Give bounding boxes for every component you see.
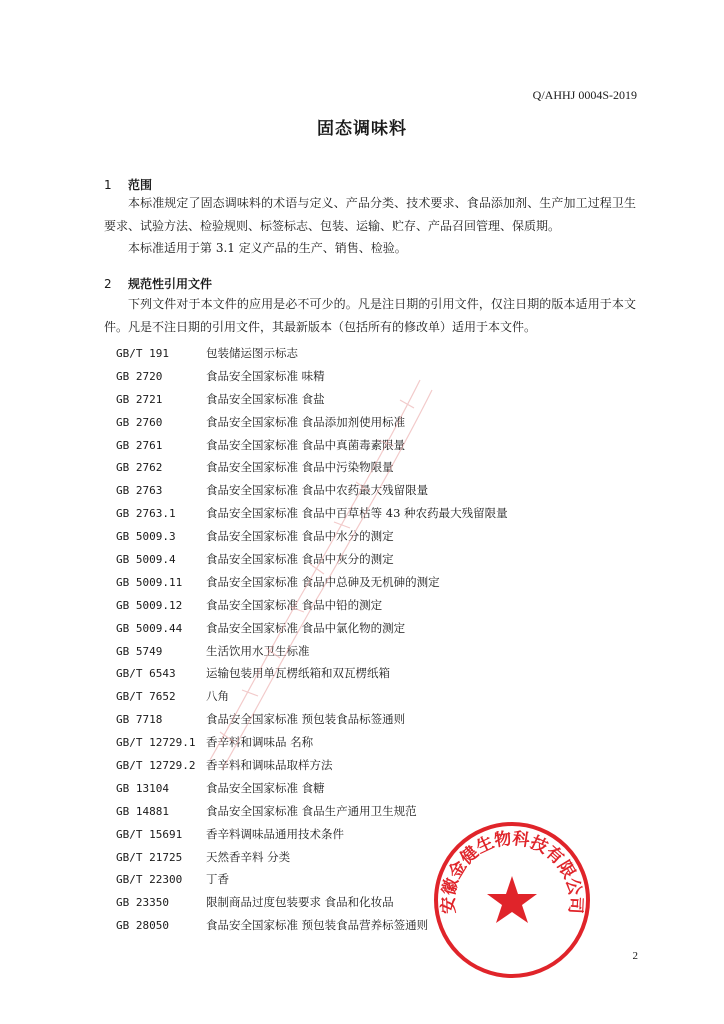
reference-name: 食品安全国家标准 食品生产通用卫生规范 — [206, 803, 417, 818]
reference-name: 香辛料调味品通用技术条件 — [206, 826, 344, 841]
reference-item — [116, 662, 508, 685]
reference-name: 天然香辛料 分类 — [206, 849, 291, 864]
section-title: 范围 — [128, 178, 153, 192]
section-2-paragraph-1: 下列文件对于本文件的应用是必不可少的。凡是注日期的引用文件，仅注日期的版本适用于本文件。凡是不注日期的引用文件，其最新版本（包括所有的修改单）适用于本文件。 — [104, 297, 636, 334]
reference-code: GB 7718 — [116, 713, 163, 727]
page-number: 2 — [632, 950, 638, 962]
reference-item — [116, 342, 508, 365]
reference-item — [116, 388, 508, 411]
reference-item — [116, 685, 508, 708]
document-code: Q/AHHJ 0004S-2019 — [532, 88, 637, 102]
section-number: 1 — [104, 178, 112, 192]
reference-item — [116, 479, 508, 502]
reference-item — [116, 777, 508, 800]
reference-code: GB 2763.1 — [116, 507, 176, 521]
reference-name: 食品安全国家标准 食品中农药最大残留限量 — [206, 483, 429, 498]
reference-code: GB 2721 — [116, 392, 163, 406]
reference-name: 食品安全国家标准 食品中真菌毒素限量 — [206, 437, 406, 452]
reference-name: 食品安全国家标准 味精 — [206, 368, 325, 383]
section-title: 规范性引用文件 — [128, 277, 213, 291]
reference-item — [116, 525, 508, 548]
reference-name: 香辛料和调味品取样方法 — [206, 758, 333, 773]
reference-code: GB/T 191 — [116, 347, 169, 360]
reference-name: 八角 — [206, 689, 229, 704]
reference-code: GB/T 21725 — [116, 850, 183, 864]
reference-name: 食品安全国家标准 食品添加剂使用标准 — [206, 414, 406, 429]
reference-item — [116, 708, 508, 731]
reference-code: GB 28050 — [116, 919, 169, 933]
reference-code: GB 5009.11 — [116, 575, 183, 589]
reference-code: GB 14881 — [116, 804, 169, 818]
reference-code: GB 2761 — [116, 438, 163, 452]
reference-code: GB/T 6543 — [116, 667, 176, 681]
reference-name: 食品安全国家标准 食品中总砷及无机砷的测定 — [206, 574, 440, 589]
reference-code: GB 2763 — [116, 484, 163, 498]
reference-name: 运输包装用单瓦楞纸箱和双瓦楞纸箱 — [206, 666, 390, 681]
reference-name: 食品安全国家标准 预包装食品营养标签通则 — [206, 918, 429, 933]
reference-name: 食品安全国家标准 食品中污染物限量 — [206, 460, 394, 475]
reference-code: GB 5749 — [116, 644, 163, 658]
company-seal — [430, 818, 594, 982]
reference-item — [116, 365, 508, 388]
section-2-heading — [104, 275, 212, 292]
star-icon — [487, 876, 537, 923]
page-title: 固态调味料 — [317, 119, 407, 139]
reference-item — [116, 594, 508, 617]
reference-item — [116, 640, 508, 663]
reference-code: GB 23350 — [116, 896, 169, 910]
reference-item — [116, 502, 508, 525]
reference-name: 食品安全国家标准 食品中灰分的测定 — [206, 552, 394, 567]
reference-name: 包装储运图示标志 — [206, 346, 298, 360]
section-1-heading — [104, 176, 152, 193]
reference-code: GB/T 15691 — [116, 827, 183, 841]
reference-name: 食品安全国家标准 食品中水分的测定 — [206, 529, 394, 544]
reference-name: 食品安全国家标准 食糖 — [206, 780, 325, 795]
reference-name: 生活饮用水卫生标准 — [206, 643, 310, 658]
reference-name: 食品安全国家标准 食品中氯化物的测定 — [206, 620, 406, 635]
reference-item — [116, 617, 508, 640]
reference-item — [116, 434, 508, 457]
reference-code: GB/T 7652 — [116, 690, 176, 704]
reference-code: GB 5009.44 — [116, 621, 183, 635]
reference-code: GB/T 22300 — [116, 873, 183, 887]
reference-item — [116, 571, 508, 594]
reference-code: GB 13104 — [116, 781, 169, 795]
section-1-paragraph-2: 本标准适用于第 3.1 定义产品的生产、销售、检验。 — [128, 241, 407, 255]
reference-name: 食品安全国家标准 预包装食品标签通则 — [206, 712, 406, 727]
reference-code: GB/T 12729.1 — [116, 736, 196, 750]
reference-code: GB 2762 — [116, 461, 163, 475]
reference-code: GB 2720 — [116, 369, 163, 383]
reference-name: 食品安全国家标准 食品中铅的测定 — [206, 597, 383, 612]
reference-code: GB 5009.3 — [116, 530, 176, 544]
reference-item — [116, 411, 508, 434]
section-number: 2 — [104, 277, 112, 291]
reference-item — [116, 731, 508, 754]
reference-code: GB 5009.12 — [116, 598, 183, 612]
seal-text: 安徽金健生物科技有限公司 — [438, 828, 586, 915]
reference-item — [116, 548, 508, 571]
reference-name: 丁香 — [206, 872, 229, 887]
reference-code: GB 5009.4 — [116, 553, 176, 567]
reference-name: 食品安全国家标准 食盐 — [206, 391, 325, 406]
section-1-paragraph-1: 本标准规定了固态调味料的术语与定义、产品分类、技术要求、食品添加剂、生产加工过程卫生要求、试验方法、检验规则、标签标志、包装、运输、贮存、产品召回管理、保质期。 — [104, 196, 636, 233]
reference-name: 香辛料和调味品 名称 — [206, 735, 314, 750]
reference-item — [116, 754, 508, 777]
reference-item — [116, 456, 508, 479]
reference-code: GB 2760 — [116, 415, 163, 429]
reference-name: 食品安全国家标准 食品中百草枯等 43 种农药最大残留限量 — [206, 506, 508, 521]
reference-code: GB/T 12729.2 — [116, 759, 196, 773]
reference-name: 限制商品过度包装要求 食品和化妆品 — [206, 895, 394, 910]
